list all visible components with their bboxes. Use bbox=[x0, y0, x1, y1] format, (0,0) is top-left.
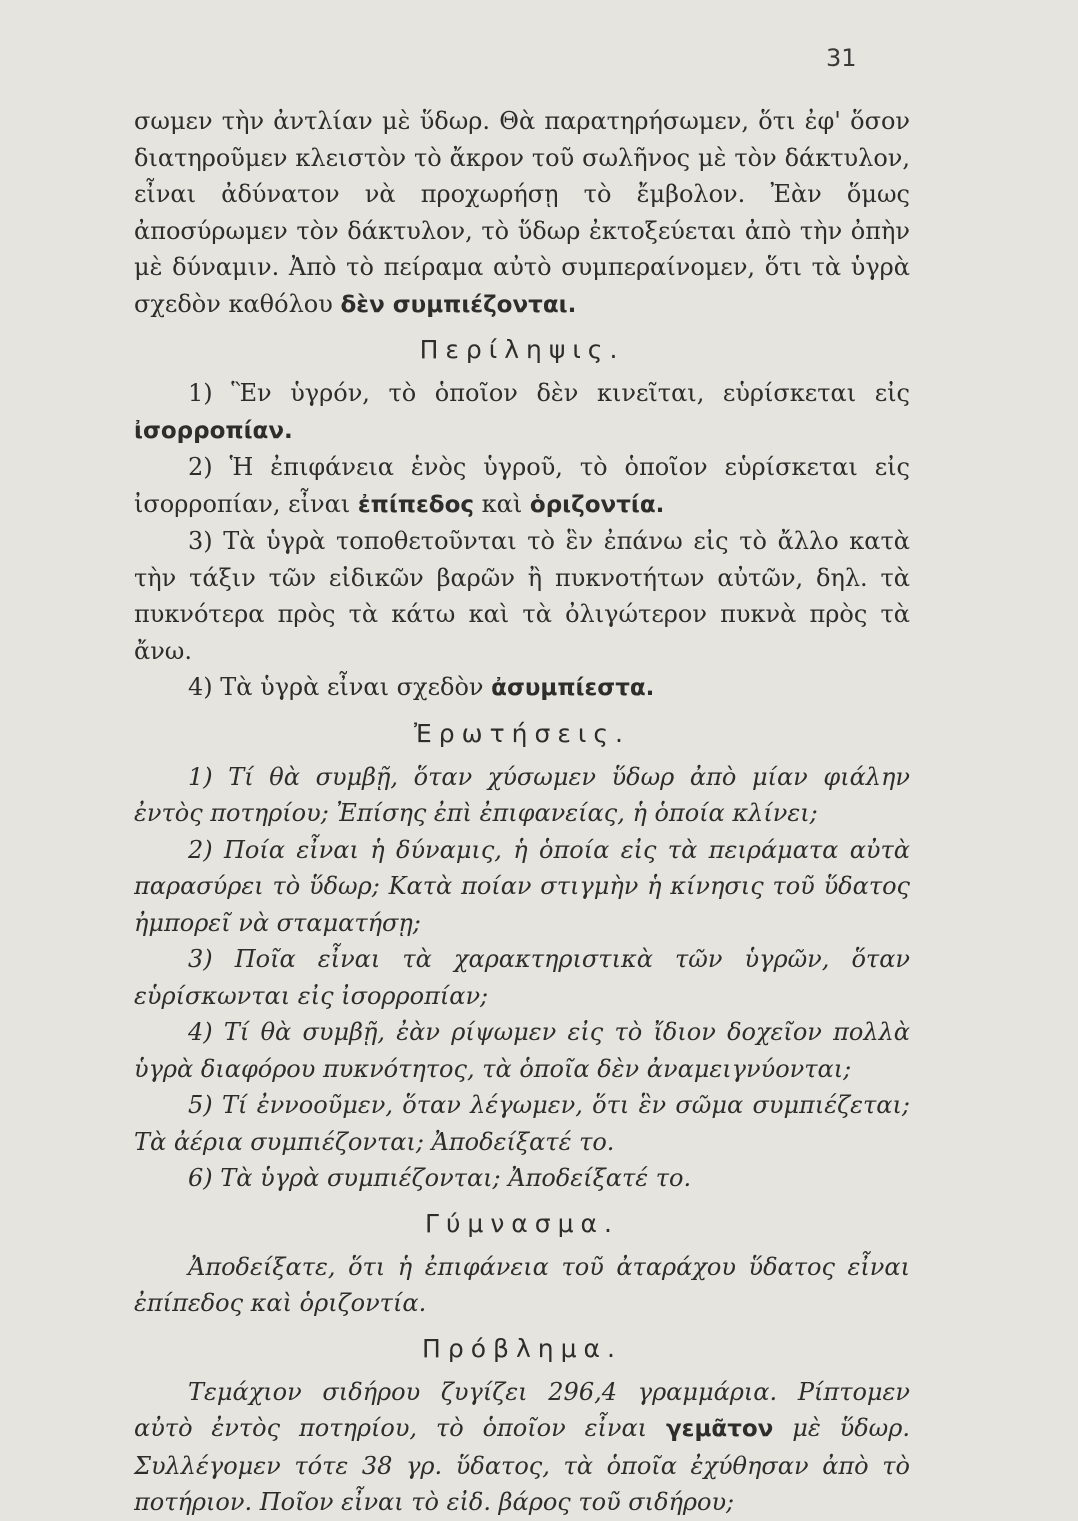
summary-item: 1) Ἓν ὑγρόν, τὸ ὁποῖον δὲν κινεῖται, εὑρίσκεται εἰς ἰσορροπίαν. bbox=[134, 379, 910, 444]
page-number: 31 bbox=[826, 44, 857, 72]
summary-item: 3) Τὰ ὑγρὰ τοποθετοῦνται τὸ ἓν ἐπάνω εἰς τὸ ἄλλο κατὰ τὴν τάξιν τῶν εἰδικῶν βαρῶν ἢ πυκνοτήτων αὐτῶν, δηλ. τὰ πυκνότερα πρὸς τὰ κάτω καὶ τὰ ὀλιγώτερον πυκνὰ πρὸς τὰ ἄνω. bbox=[134, 527, 910, 665]
question-item: 5) Τί ἐννοοῦμεν, ὅταν λέγωμεν, ὅτι ἓν σῶμα συμπιέζεται; Τὰ ἀέρια συμπιέζονται; Ἀποδείξατέ το. bbox=[134, 1091, 910, 1156]
problem-bold: γεμᾶτον bbox=[666, 1416, 774, 1442]
intro-paragraph: σωμεν τὴν ἀντλίαν μὲ ὕδωρ. Θὰ παρατηρήσωμεν, ὅτι ἐφ' ὅσον διατηροῦμεν κλειστὸν τὸ ἄκρον τοῦ σωλῆνος μὲ τὸν δάκτυλον, εἶναι ἀδύνατον νὰ προχωρήσῃ τὸ ἔμβολον. Ἐὰν ὅμως ἀποσύρωμεν τὸν δάκτυλον, τὸ ὕδωρ ἐκτοξεύεται ἀπὸ τὴν ὀπὴν μὲ δύναμιν. Ἀπὸ τὸ πείραμα αὐτὸ συμπεραίνομεν, ὅτι τὰ ὑγρὰ σχεδὸν καθόλου δὲν συμπιέζονται. bbox=[134, 107, 910, 318]
question-item: 1) Τί θὰ συμβῇ, ὅταν χύσωμεν ὕδωρ ἀπὸ μίαν φιάλην ἐντὸς ποτηρίου; Ἐπίσης ἐπὶ ἐπιφανείας, ἡ ὁποία κλίνει; bbox=[134, 762, 910, 827]
exercise-text: Ἀποδείξατε, ὅτι ἡ ἐπιφάνεια τοῦ ἀταράχου ὕδατος εἶναι ἐπίπεδος καὶ ὁριζοντία. bbox=[134, 1252, 910, 1317]
summary-item: 2) Ἡ ἐπιφάνεια ἑνὸς ὑγροῦ, τὸ ὁποῖον εὑρίσκεται εἰς ἰσορροπίαν, εἶναι ἐπίπεδος καὶ ὁριζοντία. bbox=[134, 453, 910, 518]
problem-text: Τεμάχιον σιδήρου ζυγίζει 296,4 γραμμάρια. Ρίπτομεν αὐτὸ ἐντὸς ποτηρίου, τὸ ὁποῖον εἶναι γεμᾶτον μὲ ὕδωρ. Συλλέγομεν τότε 38 γρ. ὕδατος, τὰ ὁποῖα ἐχύθησαν ἀπὸ τὸ ποτήριον. Ποῖον εἶναι τὸ εἰδ. βάρος τοῦ σιδήρου; bbox=[134, 1377, 910, 1516]
problem-heading: Πρόβλημα. bbox=[422, 1333, 622, 1363]
exercise-heading: Γύμνασμα. bbox=[425, 1208, 619, 1238]
summary-heading: Περίληψις. bbox=[419, 335, 625, 364]
question-item: 4) Τί θὰ συμβῇ, ἐὰν ρίψωμεν εἰς τὸ ἴδιον δοχεῖον πολλὰ ὑγρὰ διαφόρου πυκνότητος, τὰ ὁποῖα δὲν ἀναμειγνύονται; bbox=[134, 1018, 910, 1083]
question-item: 6) Τὰ ὑγρὰ συμπιέζονται; Ἀποδείξατέ το. bbox=[188, 1164, 692, 1192]
questions-list bbox=[134, 759, 910, 1197]
question-item: 3) Ποῖα εἶναι τὰ χαρακτηριστικὰ τῶν ὑγρῶν, ὅταν εὑρίσκωνται εἰς ἰσορροπίαν; bbox=[134, 945, 910, 1010]
page-body bbox=[134, 103, 910, 1521]
question-item: 2) Ποία εἶναι ἡ δύναμις, ἡ ὁποία εἰς τὰ πειράματα αὐτὰ παρασύρει τὸ ὕδωρ; Κατὰ ποίαν στιγμὴν ἡ κίνησις τοῦ ὕδατος ἠμπορεῖ νὰ σταματήσῃ; bbox=[134, 835, 910, 937]
summary-item: 4) Τὰ ὑγρὰ εἶναι σχεδὸν ἀσυμπίεστα. bbox=[188, 673, 655, 701]
questions-heading: Ἐρωτήσεις. bbox=[414, 718, 630, 748]
intro-bold: δὲν συμπιέζονται. bbox=[340, 291, 577, 318]
